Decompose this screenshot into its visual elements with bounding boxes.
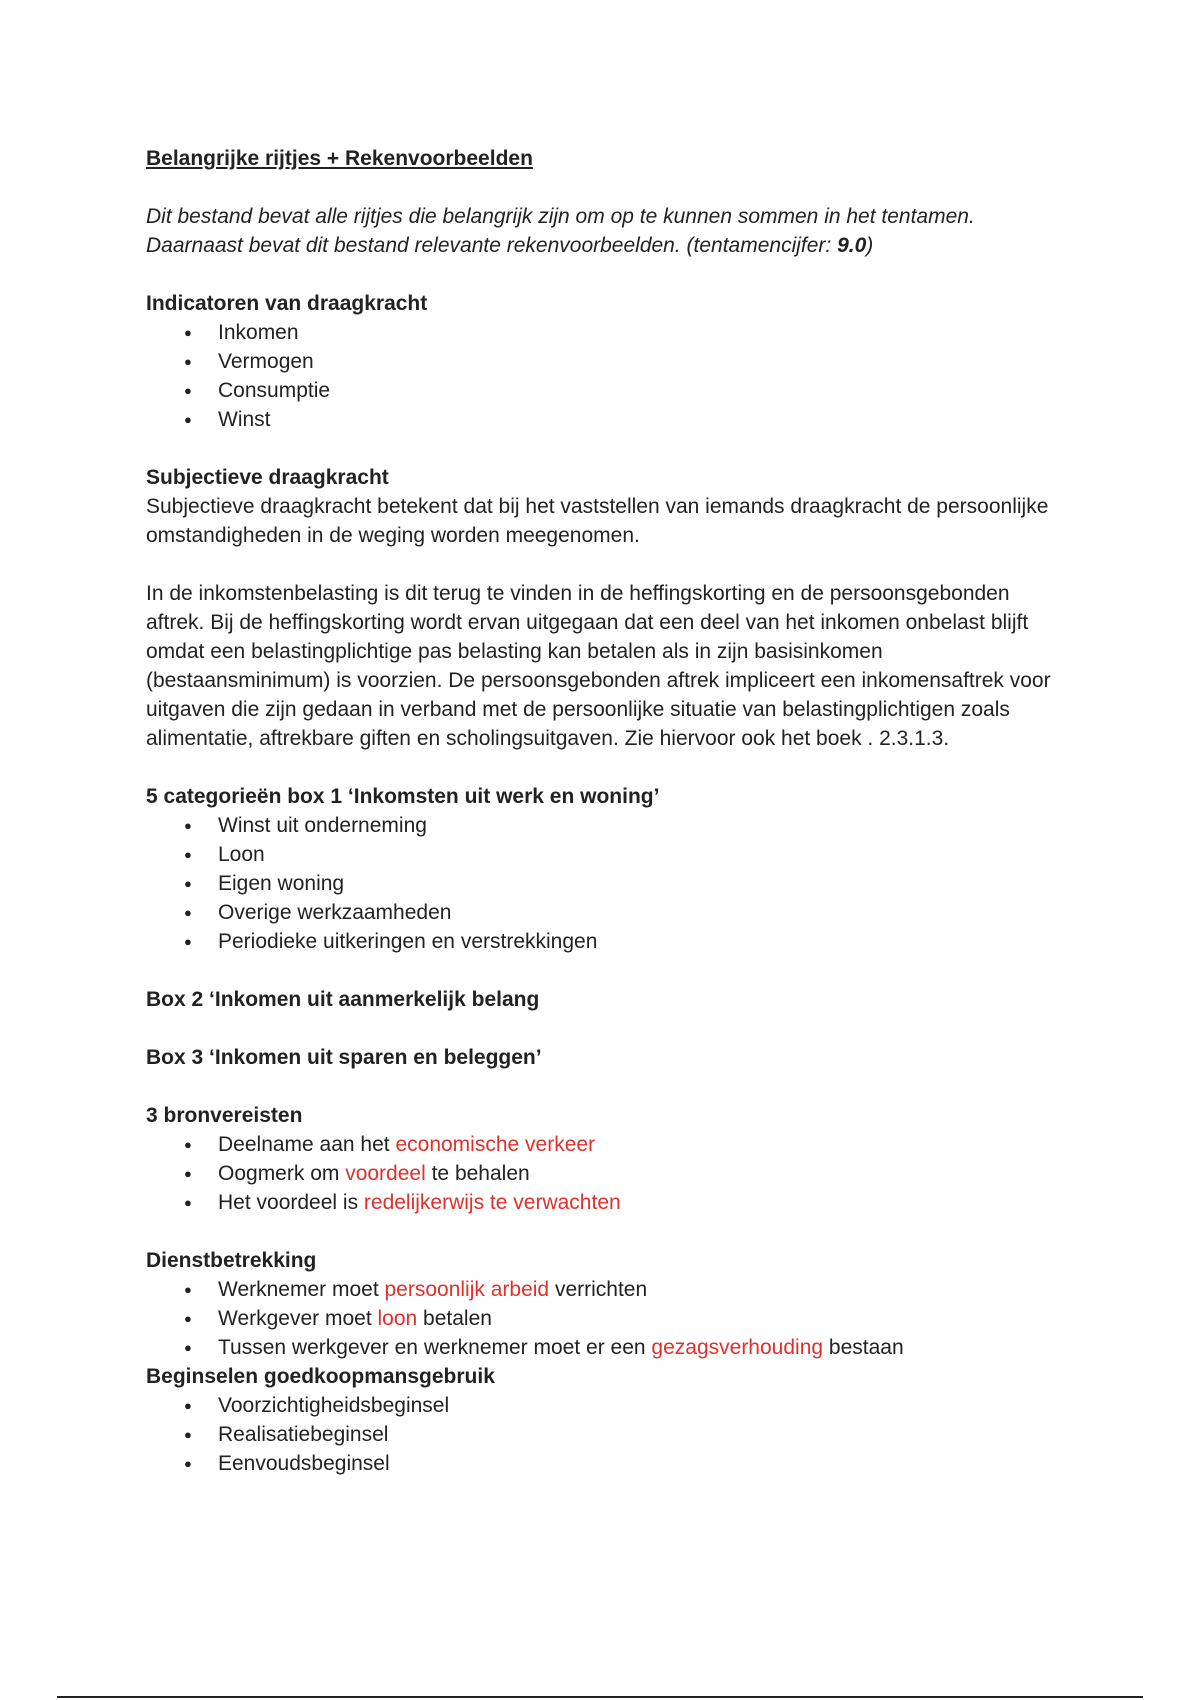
highlighted-term: economische verkeer — [395, 1133, 596, 1156]
document-title: Belangrijke rijtjes + Rekenvoorbeelden — [146, 147, 533, 170]
list-item: ● Winst uit onderneming — [146, 811, 1066, 840]
list-item — [146, 1275, 1066, 1304]
item-text: Tussen werkgever en werknemer moet er een — [218, 1336, 652, 1359]
list-item: ● Eenvoudsbeginsel — [146, 1449, 1066, 1478]
list-item: ● Periodieke uitkeringen en verstrekkingen — [146, 927, 1066, 956]
section-heading: Dienstbetrekking — [146, 1249, 317, 1272]
list-item: ● Eigen woning — [146, 869, 1066, 898]
list-item: ● Loon — [146, 840, 1066, 869]
bullet-list — [146, 811, 1066, 956]
section-box3 — [146, 1043, 1066, 1072]
section-subjectief — [146, 463, 1066, 753]
page-bottom-divider — [57, 1696, 1143, 1698]
list-item — [146, 1333, 1066, 1362]
item-text: te behalen — [425, 1162, 530, 1185]
section-heading: 5 categorieën box 1 ‘Inkomsten uit werk en woning’ — [146, 785, 660, 808]
list-item: ● Winst — [146, 405, 1066, 434]
bullet-list — [146, 318, 1066, 434]
bullet-list — [146, 1130, 1066, 1217]
item-text: bestaan — [823, 1336, 904, 1359]
item-text: verrichten — [549, 1278, 648, 1301]
highlighted-term: gezagsverhouding — [651, 1336, 824, 1359]
item-text: Werkgever moet — [218, 1307, 378, 1330]
intro-paragraph — [146, 202, 1066, 260]
list-item: ● Realisatiebeginsel — [146, 1420, 1066, 1449]
item-text: Werknemer moet — [218, 1278, 385, 1301]
intro-line-1: Dit bestand bevat alle rijtjes die belangrijk zijn om op te kunnen sommen in het tentamen. — [146, 205, 975, 228]
bullet-list — [146, 1275, 1066, 1362]
section-box2 — [146, 985, 1066, 1014]
list-item: ● Overige werkzaamheden — [146, 898, 1066, 927]
list-item: ● Vermogen — [146, 347, 1066, 376]
section-heading: Subjectieve draagkracht — [146, 466, 389, 489]
highlighted-term: redelijkerwijs te verwachten — [363, 1191, 621, 1214]
intro-line-2-end: ) — [866, 234, 874, 257]
list-item — [146, 1304, 1066, 1333]
section-heading: Beginselen goedkoopmansgebruik — [146, 1365, 495, 1388]
section-dienstbetrekking — [146, 1246, 1066, 1362]
section-indicatoren — [146, 289, 1066, 434]
list-item: ● Voorzichtigheidsbeginsel — [146, 1391, 1066, 1420]
list-item — [146, 1188, 1066, 1217]
list-item: ● Inkomen — [146, 318, 1066, 347]
paragraph: Subjectieve draagkracht betekent dat bij het vaststellen van iemands draagkracht de persoonlijke omstandigheden in de weging worden meegenomen. — [146, 495, 1049, 547]
item-text: Het voordeel is — [218, 1191, 364, 1214]
list-item — [146, 1159, 1066, 1188]
highlighted-term: persoonlijk arbeid — [384, 1278, 550, 1301]
item-text: Oogmerk om — [218, 1162, 346, 1185]
highlighted-term: voordeel — [345, 1162, 426, 1185]
bullet-list — [146, 1391, 1066, 1478]
section-heading: Box 2 ‘Inkomen uit aanmerkelijk belang — [146, 988, 540, 1011]
section-heading: Indicatoren van draagkracht — [146, 292, 428, 315]
list-item — [146, 1130, 1066, 1159]
section-heading: 3 bronvereisten — [146, 1104, 303, 1127]
intro-line-2: Daarnaast bevat dit bestand relevante rekenvoorbeelden. (tentamencijfer: — [146, 234, 838, 257]
section-heading: Box 3 ‘Inkomen uit sparen en beleggen’ — [146, 1046, 542, 1069]
document-page — [146, 144, 1066, 1507]
section-goedkoopmansgebruik — [146, 1362, 1066, 1478]
highlighted-term: loon — [377, 1307, 418, 1330]
section-box1 — [146, 782, 1066, 956]
list-item: ● Consumptie — [146, 376, 1066, 405]
section-bronvereisten — [146, 1101, 1066, 1217]
grade-value: 9.0 — [837, 234, 867, 257]
paragraph: In de inkomstenbelasting is dit terug te vinden in de heffingskorting en de persoonsgebonden aftrek. Bij de heffingskorting wordt ervan uitgegaan dat een deel van het inkomen onbelast blijft omdat een belastingplichtige pas belasting kan betalen als in zijn basisinkomen (bestaansminimum) is voorzien. De persoonsgebonden aftrek impliceert een inkomensaftrek voor uitgaven die zijn gedaan in verband met de persoonlijke situatie van belastingplichtigen zoals alimentatie, aftrekbare giften en scholingsuitgaven. Zie hiervoor ook het boek . 2.3.1.3. — [146, 582, 1051, 750]
item-text: Deelname aan het — [218, 1133, 396, 1156]
item-text: betalen — [417, 1307, 492, 1330]
